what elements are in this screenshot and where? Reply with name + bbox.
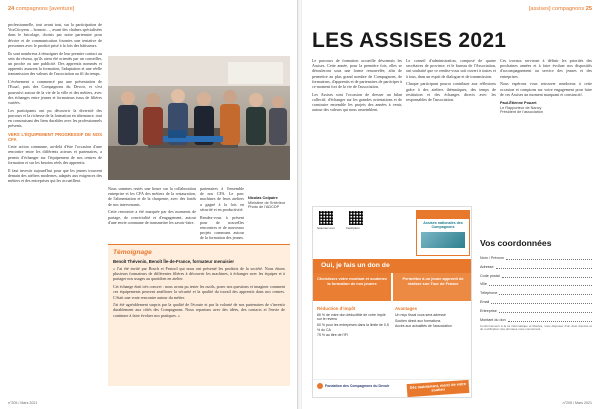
article-paragraph: Ces travaux serviront à définir les priorités des prochaines années et à faire évoluer nos dispositifs d'accompagnement au service des jeunes et des entreprises. (500, 58, 592, 79)
event-photo (108, 56, 290, 180)
article-paragraph: Les Assises sont l'occasion de dresser un bilan collectif, d'échanger sur les grandes orientations et de construire ensemble les projets des années à venir, autour des valeurs qui nous rassemblent. (312, 91, 402, 113)
subheading: VERS L'ÉQUIPEMENT PROGRESSIF DE NOS CFA (8, 131, 102, 142)
privacy-note: Conformément à la loi informatique et libertés, vous disposez d'un droit d'accès et de rectification des données vous concernant. (480, 323, 592, 332)
right-footer: n°205 / Mars 2021 (562, 401, 592, 405)
assises-badge (416, 210, 470, 256)
signature-role: Le Rapporteur de Nancy (500, 105, 542, 110)
right-column-1 (312, 58, 402, 115)
left-page-number: 24 (8, 6, 15, 12)
form-label: Téléphone (480, 291, 498, 296)
benefits-title: Avantages (395, 306, 418, 311)
signature (500, 101, 592, 115)
left-page-header (8, 6, 289, 15)
article-paragraph: Les participants ont pu découvrir la diversité des parcours et la richesse de la formation en alternance, tout en construisant des liens durables avec les professionnels présents. (8, 107, 102, 129)
qr-code-icon (349, 211, 363, 225)
left-page (0, 0, 298, 409)
donation-cta: Dès maintenant, merci de votre soutien (407, 380, 470, 397)
form-label: Nom / Prénom (480, 256, 504, 260)
testimonial-paragraph: J'ai été agréablement surpris par la qualité de l'écoute et par la volonté de nos partenaires de s'investir durablement aux côtés des Compagnons. Nous repartons avec des idées, des contacts et l'envie de continuer à faire évoluer nos pratiques. » (113, 302, 285, 318)
article-paragraph: Cette rencontre a été marquée par des moments de partage, de convivialité et d'engagement, autour d'une envie commune de transmettre les savoir-faire. (108, 209, 196, 225)
right-page-number: 25 (585, 6, 592, 12)
right-column-2 (406, 58, 496, 105)
article-paragraph: Il faut investir aujourd'hui pour que les jeunes trouvent demain des ateliers modernes, adaptés aux exigences des métiers et des entreprises qui les accueillent. (8, 167, 102, 184)
donation-band: Oui, je fais un don de (313, 259, 472, 273)
company-field[interactable] (499, 308, 592, 313)
badge-image (421, 232, 465, 248)
form-row (480, 279, 592, 286)
page-title: LES ASSISES 2021 (312, 29, 507, 52)
article-paragraph: Le conseil d'administration, composé de quatre secrétaires de province, et le bureau de l'Association, ont souhaité que ce rendez-vous soit ouvert à toutes et à tous, dans un esprit de dialogue et de transmission. (406, 58, 496, 79)
benefits-block (395, 306, 470, 330)
donation-cell: Permettez à un jeune apprenti de réaliser son Tour de France (393, 273, 472, 301)
article-paragraph: professionnelle, tout avant tout, sur la participation de VoxCitoyens – bonsoir…, avant des chaînes spécialisées dans le bricolage, choisis par notre partenaire pour décrire et de communication fournies une tentative de personnes avec le produit prisé à la fois des bâtisseurs. (8, 22, 102, 48)
list-item: Soutien direct aux formations (395, 318, 441, 323)
signature-name: Paul-Étienne Pouzet (500, 101, 537, 106)
amount-field[interactable] (508, 317, 592, 322)
tax-reduction-title: Réduction d'impôt (317, 306, 356, 311)
testimonial-box (108, 244, 290, 386)
article-paragraph: partenaires à l'ensemble de nos CFA. Le parc machines de leurs ateliers a gagné à la fois en sécurité et en productivité. (200, 186, 244, 212)
caption-role: Ministère de l'Intérieur (248, 200, 286, 205)
caption-name: Nicolas Colpaire (248, 196, 278, 200)
testimonial-author: Benoît Thévenin, Benoît Île-de-France, formateur menuisier (113, 259, 235, 264)
badge-title: Assises nationales des Compagnons (423, 221, 463, 230)
form-row (480, 262, 592, 269)
testimonial-paragraph: Cet échange était très concret : nous avons pu tester les outils, poser nos questions et imaginer comment ces équipements peuvent améliorer la sécurité et la qualité du travail des apprentis dans nos centres. C'était une vraie rencontre autour du métier. (113, 284, 285, 300)
list-item: 60 % pour les entreprises dans la limite de 0,5 % du CA (317, 323, 389, 332)
insert-top (313, 207, 472, 257)
tax-reduction-block (317, 306, 389, 339)
donation-cell: Choisissez votre montant et soutenez la formation de nos jeunes (313, 273, 391, 301)
left-column-2 (108, 186, 196, 228)
form-label: Montant du don (480, 317, 506, 322)
logo-mark-icon (317, 383, 323, 389)
city-field[interactable] (489, 281, 592, 286)
form-row (480, 271, 592, 278)
donation-cells (313, 273, 472, 301)
list-item: Accès aux actualités de l'association (395, 324, 452, 329)
form-row (480, 253, 592, 260)
name-field[interactable] (506, 255, 592, 260)
article-paragraph: Nous espérons vous retrouver nombreux à cette occasion et comptons sur votre engagement pour faire de ces Assises un moment marquant et constructif. (500, 81, 592, 97)
form-label: Adresse (480, 264, 494, 269)
right-section-label: [assises] compagnons (528, 6, 585, 12)
form-row (480, 306, 592, 313)
form-row (480, 297, 592, 304)
phone-field[interactable] (499, 290, 592, 295)
article-paragraph: Ils sont nombreux à témoigner de leur premier contact au sein du réseau, qu'ils aient été orientés par un conseiller, un proche ou une publicité. Des apprentis nommés et apprentis assurent la formation, l'adaptation et une réelle transmission des valeurs de l'association au fil du temps. (8, 50, 102, 77)
qr-label: Inscription (346, 226, 360, 230)
badge-header (417, 211, 469, 219)
signature-role: Président de l'association (500, 110, 543, 115)
list-item: 66 % de votre don déductible de votre impôt sur le revenu (317, 313, 386, 322)
right-column-3 (500, 58, 592, 115)
caption-credit: Photo de l'ADCDP (248, 205, 280, 210)
right-page-header (310, 6, 592, 15)
insert-footer (313, 379, 472, 397)
testimonial-paragraph: « J'ai été invité par Bosch et Festool qui nous ont présenté les produits de la société. Nous étions plusieurs formateurs de différentes filières à découvrir les machines, à échanger avec les équipes et à partager nos usages au quotidien en atelier. (113, 266, 285, 282)
right-page (302, 0, 600, 409)
form-title: Vos coordonnées (480, 238, 552, 248)
article-paragraph: Nous sommes restés une heure sur la collaboration entreprise et les CFA des métiers de la restauration, de l'alimentation et de la charpente, avec des fonds de nos intervenants. (108, 186, 196, 207)
contact-form (480, 238, 592, 398)
email-field[interactable] (491, 299, 592, 304)
left-section-label: compagnons [aventure] (15, 6, 75, 12)
qr-code-icon (319, 211, 333, 225)
form-label: Entreprise (480, 308, 497, 313)
form-label: Email (480, 299, 490, 304)
form-row (480, 315, 592, 322)
article-paragraph: Chaque participant pourra contribuer aux réflexions grâce à des ateliers thématiques, des temps de restitution et des échanges directs avec les responsables de l'association. (406, 81, 496, 103)
form-label: Code postal (480, 273, 500, 278)
foundation-logo (317, 383, 389, 389)
foundation-name: Fondation des Compagnons du Devoir (325, 383, 390, 388)
address-field[interactable] (496, 264, 592, 269)
list-item: 75 % au titre de l'IFI (317, 333, 349, 338)
article-paragraph: Le parcours de formation accueille désormais les Assises. Cette année, pour la première fois, elles se dérouleront sous une forme renouvelée, afin de permettre au plus grand nombre de Compagnons, de formateurs, d'apprentis et de partenaires de participer à ce moment fort de la vie de l'association. (312, 58, 402, 90)
article-paragraph: Rendez-vous à présent pour de nouvelles rencontres et de nouveaux projets communs autour de la formation des jeunes. (200, 214, 244, 241)
form-row (480, 288, 592, 295)
postal-code-field[interactable] (502, 273, 592, 278)
qr-label: Scannez-moi (317, 226, 335, 230)
form-label: Ville (480, 282, 487, 287)
left-column-1 (8, 22, 102, 186)
article-paragraph: L'événement a commencé par une présentation de l'Essaf, puis des Compagnons du Devoir, et s'est poursuivi autour de la vie de la ville et des métiers, avec des échanges entre jeunes et formateurs issus de filières variées. (8, 79, 102, 106)
left-column-3 (200, 186, 244, 243)
list-item: Un reçu fiscal vous sera adressé (395, 313, 446, 317)
testimonial-label: Témoignage (113, 249, 152, 256)
donation-insert (312, 206, 472, 398)
photo-caption (248, 196, 292, 210)
event-photo-illustration (108, 56, 290, 180)
article-paragraph: Cette action commune, au-delà d'être l'occasion d'une rencontre entre les différents acteurs et partenaires, a permis d'échanger sur l'équipement de nos centres de formation et sur les besoins réels des apprentis. (8, 144, 102, 165)
left-footer: n°205 / Mars 2021 (8, 401, 38, 405)
